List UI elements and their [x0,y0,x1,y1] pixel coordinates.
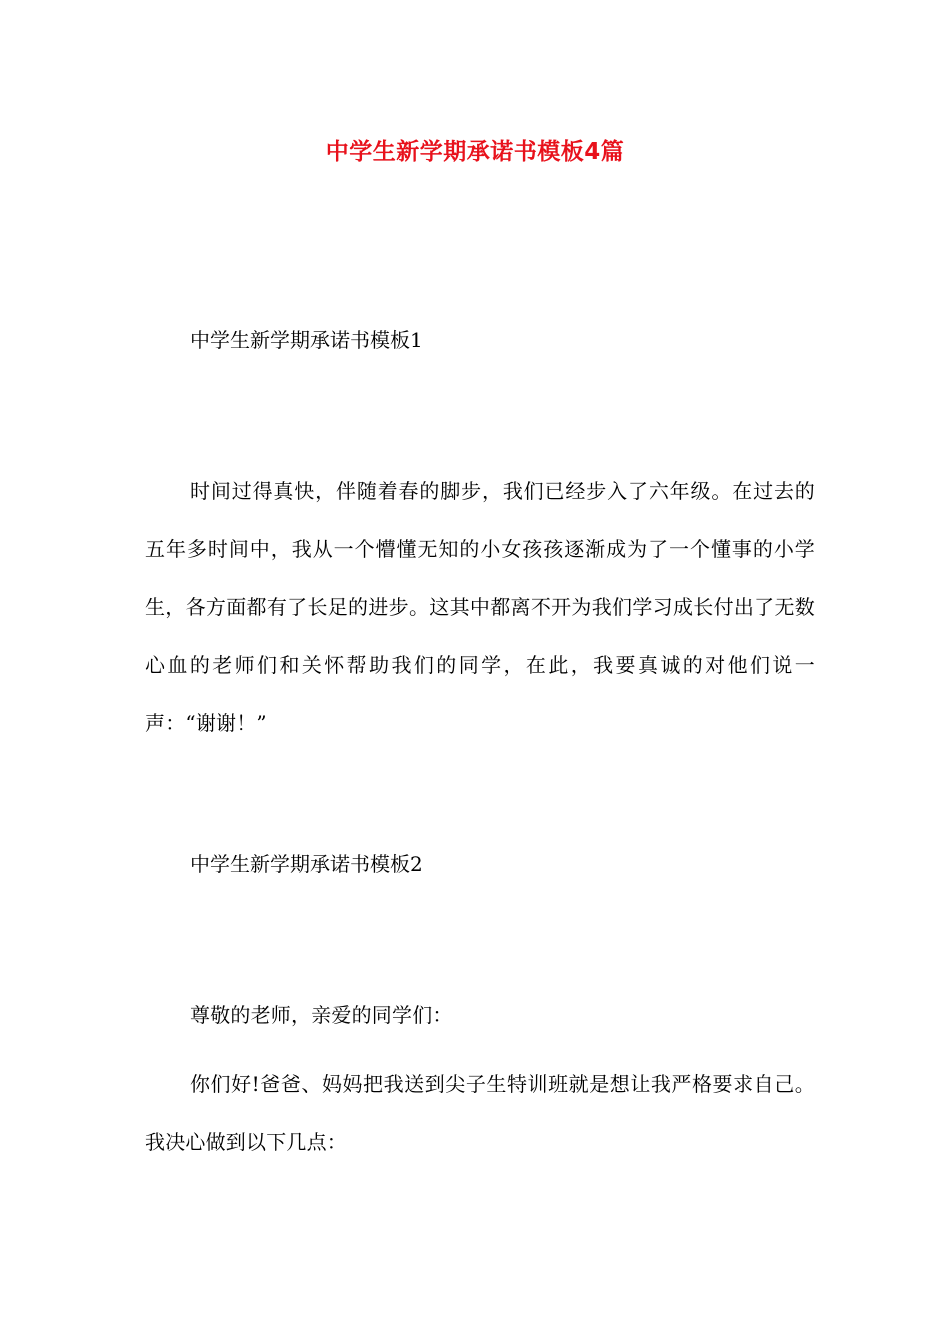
section-2-salutation: 尊敬的老师，亲爱的同学们： [190,1003,453,1027]
section-heading-1: 中学生新学期承诺书模板1 [190,328,423,352]
document-title: 中学生新学期承诺书模板4篇 [325,139,625,165]
section-heading-2: 中学生新学期承诺书模板2 [190,852,423,876]
section-1-paragraph: 时间过得真快，伴随着春的脚步，我们已经步入了六年级。在过去的五年多时间中，我从一个懵懂无知的小女孩孩逐渐成为了一个懂事的小学生，各方面都有了长足的进步。这其中都离不开为我们学习成长付出了无数心血的老师们和关怀帮助我们的同学，在此，我要真诚的对他们说一声：“谢谢！” [145,479,815,735]
section-2-paragraph: 你们好!爸爸、妈妈把我送到尖子生特训班就是想让我严格要求自己。我决心做到以下几点： [145,1072,815,1154]
